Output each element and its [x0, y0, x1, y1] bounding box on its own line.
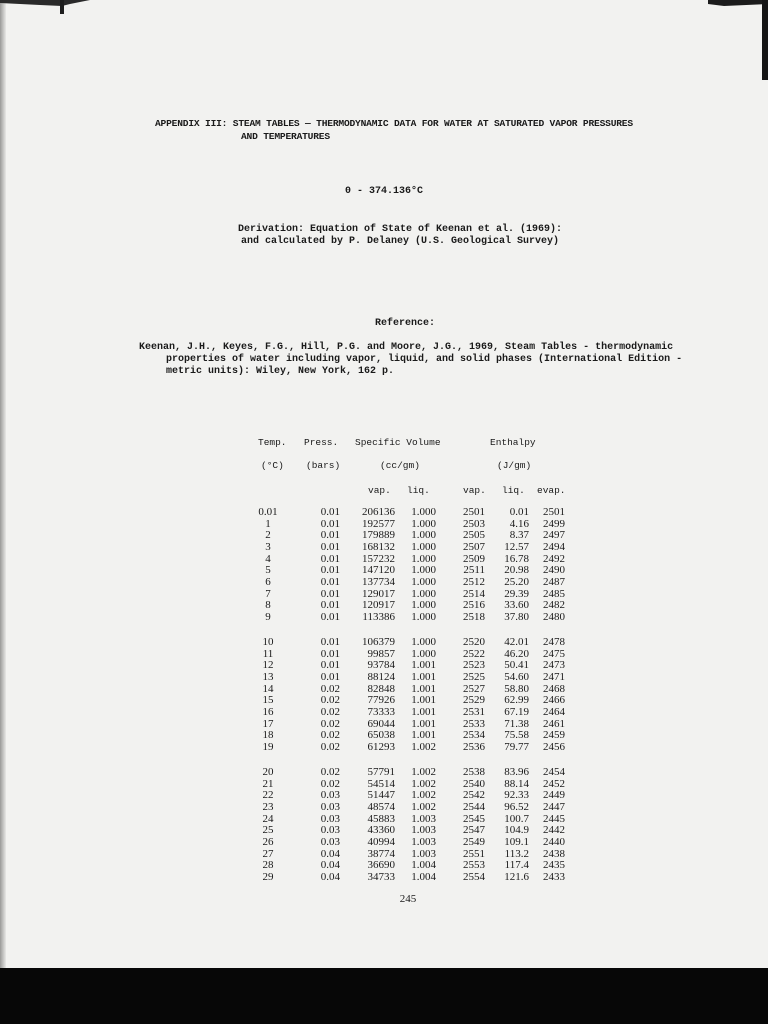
press-cell: 0.01: [320, 636, 340, 648]
volume-liq-cell: 1.001: [411, 659, 436, 672]
volume-vap-cell: 137734: [362, 575, 395, 588]
press-cell: 0.02: [320, 766, 340, 778]
enthalpy-liq-cell: 46.20: [504, 647, 529, 660]
volume-vap-cell: 168132: [362, 540, 395, 553]
enthalpy-vap-cell: 2520: [463, 636, 485, 648]
enthalpy-vap-cell: 2511: [463, 564, 485, 577]
enthalpy-liq-cell: 29.39: [504, 587, 529, 600]
header-enthalpy: Enthalpy: [490, 437, 536, 448]
press-cell: 0.01: [320, 670, 340, 683]
header-enthalpy-unit: (J/gm): [497, 460, 532, 471]
enthalpy-vap-cell: 2554: [463, 870, 485, 883]
volume-vap-cell: 88124: [367, 670, 395, 683]
enthalpy-liq-cell: 42.01: [504, 636, 529, 648]
temp-cell: 20: [262, 766, 274, 778]
volume-liq-cell: 1.004: [411, 859, 436, 872]
volume-liq-cell: 1.000: [411, 540, 436, 553]
enthalpy-evap-cell: 2471: [543, 670, 565, 683]
enthalpy-evap-cell: 2440: [543, 835, 565, 848]
enthalpy-vap-cell: 2547: [463, 824, 485, 837]
temp-cell: 3: [265, 540, 271, 553]
enthalpy-liq-cell: 25.20: [504, 575, 529, 588]
press-cell: 0.02: [320, 694, 340, 707]
volume-liq-cell: 1.002: [411, 800, 436, 813]
enthalpy-evap-cell: 2487: [543, 575, 565, 588]
enthalpy-evap-cell: 2447: [543, 800, 565, 813]
volume-vap-cell: 45883: [367, 812, 395, 825]
volume-liq-cell: 1.000: [411, 599, 436, 612]
enthalpy-vap-cell: 2544: [463, 800, 485, 813]
enthalpy-vap-cell: 2529: [463, 694, 485, 707]
enthalpy-vap-cell: 2542: [463, 789, 485, 802]
press-cell: 0.01: [320, 517, 340, 530]
enthalpy-liq-cell: 8.37: [509, 529, 529, 542]
enthalpy-evap-cell: 2497: [543, 529, 565, 542]
temp-cell: 18: [262, 729, 274, 742]
volume-liq-cell: 1.001: [411, 717, 436, 730]
press-cell: 0.01: [320, 647, 340, 660]
page-number: 245: [399, 893, 417, 905]
volume-vap-cell: 99857: [367, 647, 395, 660]
reference-line-3: metric units): Wiley, New York, 162 p.: [166, 366, 395, 377]
volume-vap-cell: 179889: [362, 529, 395, 542]
enthalpy-evap-cell: 2482: [543, 599, 565, 612]
volume-liq-cell: 1.001: [411, 705, 436, 718]
enthalpy-vap-cell: 2512: [463, 575, 485, 588]
press-cell: 0.01: [320, 610, 340, 623]
volume-liq-cell: 1.002: [411, 789, 436, 802]
reference-line-2: properties of water including vapor, liquid, and solid phases (International Edition -: [166, 354, 683, 365]
volume-liq-cell: 1.003: [411, 847, 436, 860]
volume-liq-cell: 1.002: [411, 777, 436, 790]
enthalpy-liq-cell: 100.7: [504, 812, 529, 825]
volume-liq-cell: 1.002: [411, 740, 436, 753]
enthalpy-liq-cell: 121.6: [504, 870, 529, 883]
volume-liq-cell: 1.000: [411, 529, 436, 542]
enthalpy-evap-cell: 2480: [543, 610, 565, 623]
enthalpy-evap-cell: 2435: [543, 859, 565, 872]
temp-cell: 15: [262, 694, 274, 707]
enthalpy-liq-cell: 117.4: [504, 859, 529, 872]
enthalpy-vap-cell: 2533: [463, 717, 485, 730]
temp-cell: 21: [262, 777, 274, 790]
enthalpy-evap-cell: 2485: [543, 587, 565, 600]
press-cell: 0.01: [320, 575, 340, 588]
enthalpy-vap-cell: 2505: [463, 529, 485, 542]
temp-cell: 29: [262, 870, 274, 883]
header-volume-vap: vap.: [368, 485, 391, 496]
appendix-title: [155, 117, 633, 143]
scan-bottom-shadow: [0, 968, 768, 1024]
volume-vap-cell: 65038: [367, 729, 395, 742]
temp-cell: 17: [262, 717, 274, 730]
enthalpy-liq-cell: 62.99: [504, 694, 529, 707]
enthalpy-liq-cell: 16.78: [504, 552, 529, 565]
volume-liq-cell: 1.002: [411, 766, 436, 778]
volume-liq-cell: 1.001: [411, 670, 436, 683]
enthalpy-evap-cell: 2466: [543, 694, 565, 707]
enthalpy-evap-cell: 2494: [543, 540, 565, 553]
enthalpy-evap-cell: 2501: [543, 506, 565, 518]
volume-vap-cell: 147120: [362, 564, 395, 577]
volume-liq-cell: 1.000: [411, 564, 436, 577]
enthalpy-liq-cell: 58.80: [504, 682, 529, 695]
temp-cell: 10: [262, 636, 274, 648]
enthalpy-evap-cell: 2433: [543, 870, 565, 883]
enthalpy-vap-cell: 2503: [463, 517, 485, 530]
enthalpy-evap-cell: 2456: [543, 740, 565, 753]
volume-liq-cell: 1.003: [411, 835, 436, 848]
scan-corner-mark-right: [708, 0, 768, 80]
volume-vap-cell: 51447: [367, 789, 395, 802]
temp-cell: 16: [262, 705, 274, 718]
press-cell: 0.01: [320, 529, 340, 542]
press-cell: 0.04: [320, 859, 340, 872]
press-cell: 0.02: [320, 777, 340, 790]
header-volume-liq: liq.: [407, 485, 430, 496]
enthalpy-evap-cell: 2449: [543, 789, 565, 802]
temp-cell: 14: [262, 682, 274, 695]
temp-cell: 8: [265, 599, 271, 612]
temp-cell: 23: [262, 800, 274, 813]
header-temp-unit: (°C): [261, 460, 284, 471]
enthalpy-evap-cell: 2454: [543, 766, 565, 778]
enthalpy-vap-cell: 2522: [463, 647, 485, 660]
volume-liq-cell: 1.003: [411, 824, 436, 837]
temp-cell: 19: [262, 740, 274, 753]
volume-liq-cell: 1.000: [411, 575, 436, 588]
enthalpy-evap-cell: 2490: [543, 564, 565, 577]
enthalpy-vap-cell: 2551: [463, 847, 485, 860]
volume-vap-cell: 40994: [367, 835, 395, 848]
volume-liq-cell: 1.000: [411, 517, 436, 530]
press-cell: 0.04: [320, 847, 340, 860]
enthalpy-evap-cell: 2473: [543, 659, 565, 672]
volume-vap-cell: 93784: [367, 659, 395, 672]
enthalpy-liq-cell: 71.38: [504, 717, 529, 730]
enthalpy-liq-cell: 92.33: [504, 789, 529, 802]
volume-vap-cell: 43360: [367, 824, 395, 837]
enthalpy-evap-cell: 2459: [543, 729, 565, 742]
scan-left-edge: [0, 0, 6, 968]
press-cell: 0.02: [320, 729, 340, 742]
press-cell: 0.03: [320, 789, 340, 802]
enthalpy-vap-cell: 2534: [463, 729, 485, 742]
volume-liq-cell: 1.004: [411, 870, 436, 883]
volume-vap-cell: 77926: [367, 694, 395, 707]
enthalpy-liq-cell: 75.58: [504, 729, 529, 742]
enthalpy-liq-cell: 12.57: [504, 540, 529, 553]
enthalpy-vap-cell: 2538: [463, 766, 485, 778]
enthalpy-evap-cell: 2438: [543, 847, 565, 860]
volume-vap-cell: 192577: [362, 517, 395, 530]
temp-cell: 9: [265, 610, 271, 623]
volume-vap-cell: 38774: [367, 847, 395, 860]
volume-vap-cell: 57791: [367, 766, 395, 778]
press-cell: 0.01: [320, 587, 340, 600]
enthalpy-liq-cell: 0.01: [509, 506, 529, 518]
volume-vap-cell: 61293: [367, 740, 395, 753]
enthalpy-liq-cell: 33.60: [504, 599, 529, 612]
temp-cell: 27: [262, 847, 274, 860]
press-cell: 0.01: [320, 659, 340, 672]
enthalpy-vap-cell: 2527: [463, 682, 485, 695]
enthalpy-liq-cell: 83.96: [504, 766, 529, 778]
volume-vap-cell: 54514: [367, 777, 395, 790]
volume-liq-cell: 1.001: [411, 682, 436, 695]
title-line-1: APPENDIX III: STEAM TABLES — THERMODYNAMIC DATA FOR WATER AT SATURATED VAPOR PRESSURES: [155, 118, 633, 129]
volume-vap-cell: 73333: [367, 705, 395, 718]
volume-vap-cell: 82848: [367, 682, 395, 695]
enthalpy-evap-cell: 2445: [543, 812, 565, 825]
enthalpy-liq-cell: 96.52: [504, 800, 529, 813]
temp-cell: 26: [262, 835, 274, 848]
enthalpy-liq-cell: 37.80: [504, 610, 529, 623]
volume-vap-cell: 129017: [362, 587, 395, 600]
enthalpy-vap-cell: 2509: [463, 552, 485, 565]
temp-cell: 1: [265, 517, 271, 530]
press-cell: 0.01: [320, 552, 340, 565]
derivation-note: [0, 224, 768, 248]
enthalpy-vap-cell: 2540: [463, 777, 485, 790]
temp-cell: 24: [262, 812, 274, 825]
reference-heading: Reference:: [374, 318, 435, 329]
press-cell: 0.03: [320, 800, 340, 813]
press-cell: 0.02: [320, 682, 340, 695]
enthalpy-vap-cell: 2545: [463, 812, 485, 825]
press-cell: 0.02: [320, 717, 340, 730]
enthalpy-evap-cell: 2475: [543, 647, 565, 660]
enthalpy-liq-cell: 4.16: [509, 517, 529, 530]
enthalpy-liq-cell: 104.9: [504, 824, 529, 837]
press-cell: 0.03: [320, 824, 340, 837]
header-enthalpy-vap: vap.: [463, 485, 486, 496]
header-temp: Temp.: [258, 437, 287, 448]
temp-cell: 0.01: [258, 506, 278, 518]
enthalpy-liq-cell: 88.14: [504, 777, 529, 790]
enthalpy-evap-cell: 2461: [543, 717, 565, 730]
header-enthalpy-evap: evap.: [537, 485, 566, 496]
temperature-range: 0 - 374.136°C: [344, 186, 423, 197]
temp-cell: 25: [262, 824, 274, 837]
volume-liq-cell: 1.003: [411, 812, 436, 825]
temp-cell: 13: [262, 670, 274, 683]
volume-liq-cell: 1.000: [411, 552, 436, 565]
enthalpy-vap-cell: 2507: [463, 540, 485, 553]
enthalpy-evap-cell: 2452: [543, 777, 565, 790]
press-cell: 0.01: [320, 540, 340, 553]
enthalpy-vap-cell: 2518: [463, 610, 485, 623]
press-cell: 0.01: [320, 564, 340, 577]
temp-cell: 22: [262, 789, 274, 802]
header-press-unit: (bars): [306, 460, 341, 471]
reference-line-1: Keenan, J.H., Keyes, F.G., Hill, P.G. and Moore, J.G., 1969, Steam Tables - thermodynamic: [139, 342, 674, 353]
enthalpy-evap-cell: 2499: [543, 517, 565, 530]
derivation-line-1: Derivation: Equation of State of Keenan et al. (1969):: [237, 224, 563, 235]
enthalpy-liq-cell: 50.41: [504, 659, 529, 672]
header-press: Press.: [304, 437, 339, 448]
enthalpy-vap-cell: 2516: [463, 599, 485, 612]
temp-cell: 7: [265, 587, 271, 600]
volume-vap-cell: 120917: [362, 599, 395, 612]
press-cell: 0.03: [320, 835, 340, 848]
press-cell: 0.02: [320, 705, 340, 718]
title-line-2: AND TEMPERATURES: [241, 131, 330, 142]
derivation-line-2: and calculated by P. Delaney (U.S. Geological Survey): [240, 236, 560, 247]
enthalpy-liq-cell: 113.2: [504, 847, 529, 860]
temp-cell: 6: [265, 575, 271, 588]
enthalpy-liq-cell: 109.1: [504, 835, 529, 848]
press-cell: 0.04: [320, 870, 340, 883]
temp-cell: 2: [265, 529, 271, 542]
volume-vap-cell: 157232: [362, 552, 395, 565]
enthalpy-liq-cell: 67.19: [504, 705, 529, 718]
volume-vap-cell: 34733: [367, 870, 395, 883]
volume-vap-cell: 206136: [362, 506, 395, 518]
volume-liq-cell: 1.000: [411, 610, 436, 623]
volume-vap-cell: 36690: [367, 859, 395, 872]
temp-cell: 4: [265, 552, 271, 565]
enthalpy-vap-cell: 2536: [463, 740, 485, 753]
temp-cell: 5: [265, 564, 271, 577]
volume-liq-cell: 1.000: [411, 636, 436, 648]
enthalpy-evap-cell: 2492: [543, 552, 565, 565]
temp-cell: 11: [262, 647, 274, 660]
volume-liq-cell: 1.001: [411, 729, 436, 742]
header-volume-unit: (cc/gm): [380, 460, 420, 471]
header-specific-volume: Specific Volume: [355, 437, 441, 448]
enthalpy-evap-cell: 2478: [543, 636, 565, 648]
enthalpy-evap-cell: 2468: [543, 682, 565, 695]
press-cell: 0.03: [320, 812, 340, 825]
press-cell: 0.01: [320, 506, 340, 518]
reference-citation: [139, 342, 699, 378]
enthalpy-vap-cell: 2549: [463, 835, 485, 848]
volume-liq-cell: 1.001: [411, 694, 436, 707]
scan-corner-mark-left: [0, 0, 90, 14]
press-cell: 0.02: [320, 740, 340, 753]
temp-cell: 12: [262, 659, 274, 672]
volume-vap-cell: 69044: [367, 717, 395, 730]
enthalpy-evap-cell: 2464: [543, 705, 565, 718]
enthalpy-vap-cell: 2531: [463, 705, 485, 718]
temp-cell: 28: [262, 859, 274, 872]
volume-liq-cell: 1.000: [411, 506, 436, 518]
volume-vap-cell: 113386: [362, 610, 395, 623]
volume-vap-cell: 106379: [362, 636, 395, 648]
enthalpy-vap-cell: 2523: [463, 659, 485, 672]
enthalpy-vap-cell: 2514: [463, 587, 485, 600]
enthalpy-vap-cell: 2553: [463, 859, 485, 872]
enthalpy-liq-cell: 79.77: [504, 740, 529, 753]
press-cell: 0.01: [320, 599, 340, 612]
enthalpy-liq-cell: 54.60: [504, 670, 529, 683]
volume-liq-cell: 1.000: [411, 647, 436, 660]
volume-liq-cell: 1.000: [411, 587, 436, 600]
enthalpy-vap-cell: 2525: [463, 670, 485, 683]
enthalpy-liq-cell: 20.98: [504, 564, 529, 577]
enthalpy-evap-cell: 2442: [543, 824, 565, 837]
volume-vap-cell: 48574: [367, 800, 395, 813]
enthalpy-vap-cell: 2501: [463, 506, 485, 518]
header-enthalpy-liq: liq.: [502, 485, 525, 496]
